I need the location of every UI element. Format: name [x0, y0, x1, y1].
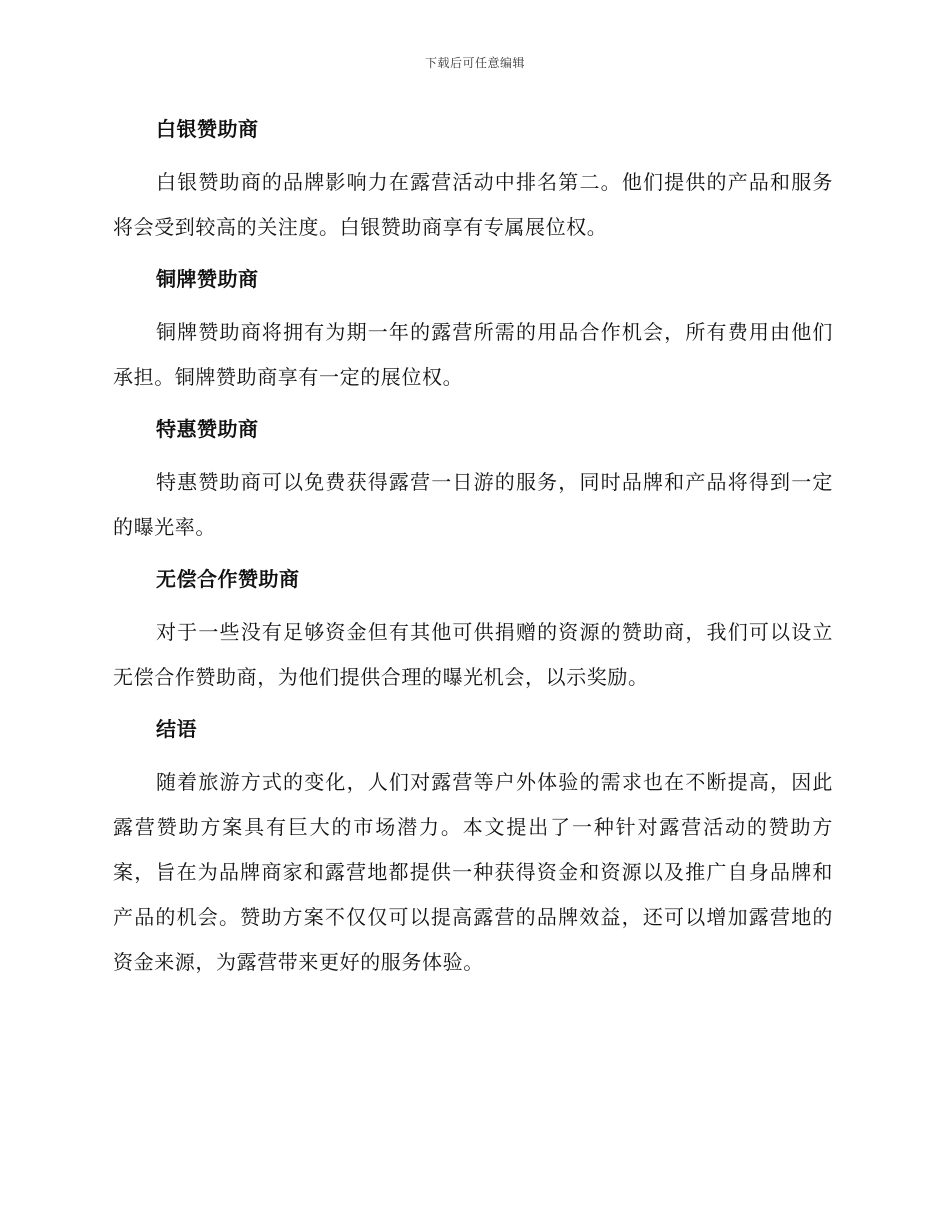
section-paragraph: 白银赞助商的品牌影响力在露营活动中排名第二。他们提供的产品和服务将会受到较高的关注度。白银赞助商享有专属展位权。 [113, 170, 833, 239]
section-conclusion [113, 714, 833, 985]
section-title: 结语 [156, 717, 197, 741]
section-paragraph: 对于一些没有足够资金但有其他可供捐赠的资源的赞助商，我们可以设立无偿合作赞助商，为他们提供合理的曝光机会，以示奖励。 [113, 620, 833, 689]
document-body [113, 108, 833, 999]
section-pro-bono-sponsor [113, 564, 833, 700]
section-title: 铜牌赞助商 [156, 267, 259, 291]
section-title: 特惠赞助商 [156, 417, 259, 441]
section-paragraph: 随着旅游方式的变化，人们对露营等户外体验的需求也在不断提高，因此露营赞助方案具有巨大的市场潜力。本文提出了一种针对露营活动的赞助方案，旨在为品牌商家和露营地都提供一种获得资金和资源以及推广自身品牌和产品的机会。赞助方案不仅仅可以提高露营的品牌效益，还可以增加露营地的资金来源，为露营带来更好的服务体验。 [113, 770, 833, 974]
section-silver-sponsor [113, 114, 833, 250]
section-title: 无偿合作赞助商 [156, 567, 300, 591]
section-discount-sponsor [113, 414, 833, 550]
section-bronze-sponsor [113, 264, 833, 400]
section-paragraph: 铜牌赞助商将拥有为期一年的露营所需的用品合作机会，所有费用由他们承担。铜牌赞助商享有一定的展位权。 [113, 320, 833, 389]
section-paragraph: 特惠赞助商可以免费获得露营一日游的服务，同时品牌和产品将得到一定的曝光率。 [113, 470, 833, 539]
header-note: 下载后可任意编辑 [424, 56, 525, 70]
section-title: 白银赞助商 [156, 117, 259, 141]
